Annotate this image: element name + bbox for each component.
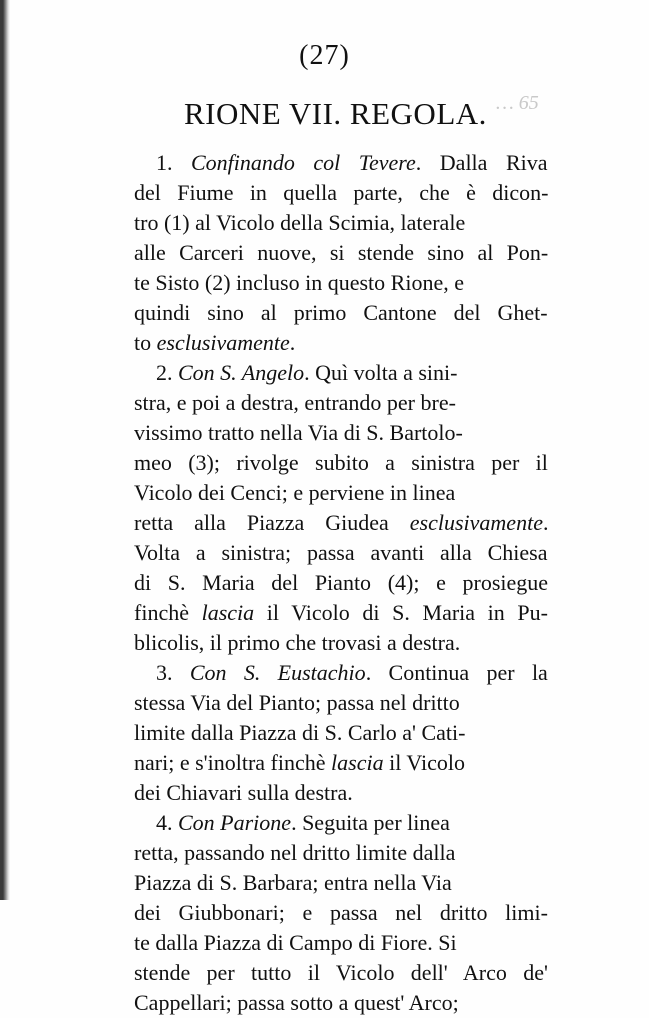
text-line [134,538,548,568]
text-run: dei Chiavari sulla destra. [134,780,353,805]
text-run: Cappellari; passa sotto a quest' Arco; [134,990,459,1015]
text-line [134,268,548,298]
text-line [134,688,548,718]
text-run: retta alla Piazza Giudea [134,510,410,535]
text-line [134,868,548,898]
text-line [134,808,548,838]
text-line [134,928,548,958]
text-line [134,838,548,868]
text-run: stessa Via del Pianto; passa nel dritto [134,690,460,715]
text-run: di S. Maria del Pianto (4); e prosiegue [134,570,549,595]
text-line [134,388,548,418]
text-line [134,238,548,268]
text-line [134,298,548,328]
text-line [134,448,548,478]
italic-text: Con S. Angelo [178,360,305,385]
text-run: dei Giubbonari; e passa nel dritto limi- [134,900,548,925]
text-run: to [134,330,157,355]
text-run: il Vicolo [383,750,465,775]
text-run: retta, passando nel dritto limite dalla [134,840,456,865]
text-line [134,148,548,178]
text-line [134,748,548,778]
text-run: Volta a sinistra; passa avanti alla Chiesa [134,540,548,565]
text-line [134,958,548,988]
text-line [134,328,548,358]
text-run: 2. [156,360,178,385]
text-line [134,208,548,238]
text-line [134,358,548,388]
text-run: stende per tutto il Vicolo dell' Arco de' [134,960,548,985]
page-binding-edge [0,0,10,900]
text-run: te Sisto (2) incluso in questo Rione, e [134,270,464,295]
text-run: meo (3); rivolge subito a sinistra per il [134,450,548,475]
text-run: . [542,510,549,535]
text-run: finchè [134,600,202,625]
italic-text: esclusivamente [409,510,543,535]
text-run: blicolis, il primo che trovasi a destra. [134,630,461,655]
section-heading: RIONE VII. REGOLA. [184,96,487,131]
text-run: Piazza di S. Barbara; entra nella Via [134,870,452,895]
text-run: . Seguita per linea [291,810,450,835]
text-line [134,178,548,208]
text-run: . [289,330,296,355]
text-line [134,718,548,748]
body-text [134,148,548,1018]
text-line [134,598,548,628]
text-run: te dalla Piazza di Campo di Fiore. Si [134,930,457,955]
text-run: del Fiume in quella parte, che è dicon- [134,180,549,205]
italic-text: Con S. Eustachio [189,660,366,685]
page-number: (27) [299,40,350,71]
text-line [134,988,548,1018]
text-run: limite dalla Piazza di S. Carlo a' Cati- [134,720,466,745]
text-run: vissimo tratto nella Via di S. Bartolo- [134,420,463,445]
text-run: quindi sino al primo Cantone del Ghet- [134,300,548,325]
italic-text: lascia [201,600,255,625]
italic-text: Confinando col Tevere [191,150,416,175]
text-run: alle Carceri nuove, si stende sino al Pon- [134,240,549,265]
text-line [134,508,548,538]
text-run: tro (1) al Vicolo della Scimia, laterale [134,210,466,235]
italic-text: Con Parione [178,810,292,835]
text-line [134,778,548,808]
text-run: . Continua per la [365,660,548,685]
text-run: 3. [156,660,190,685]
italic-text: esclusivamente [156,330,290,355]
text-run: stra, e poi a destra, entrando per bre- [134,390,456,415]
text-run: nari; e s'inoltra finchè [134,750,332,775]
text-line [134,478,548,508]
text-run: 1. [156,150,191,175]
text-run: Vicolo dei Cenci; e perviene in linea [134,480,456,505]
text-run: . Dalla Riva [415,150,548,175]
text-line [134,418,548,448]
text-line [134,628,548,658]
text-run: il Vicolo di S. Maria in Pu- [254,600,548,625]
text-run: . Quì volta a sini- [304,360,458,385]
bleed-through-text: … 65 [496,92,539,114]
text-line [134,658,548,688]
text-line [134,568,548,598]
text-line [134,898,548,928]
italic-text: lascia [331,750,384,775]
text-run: 4. [156,810,178,835]
